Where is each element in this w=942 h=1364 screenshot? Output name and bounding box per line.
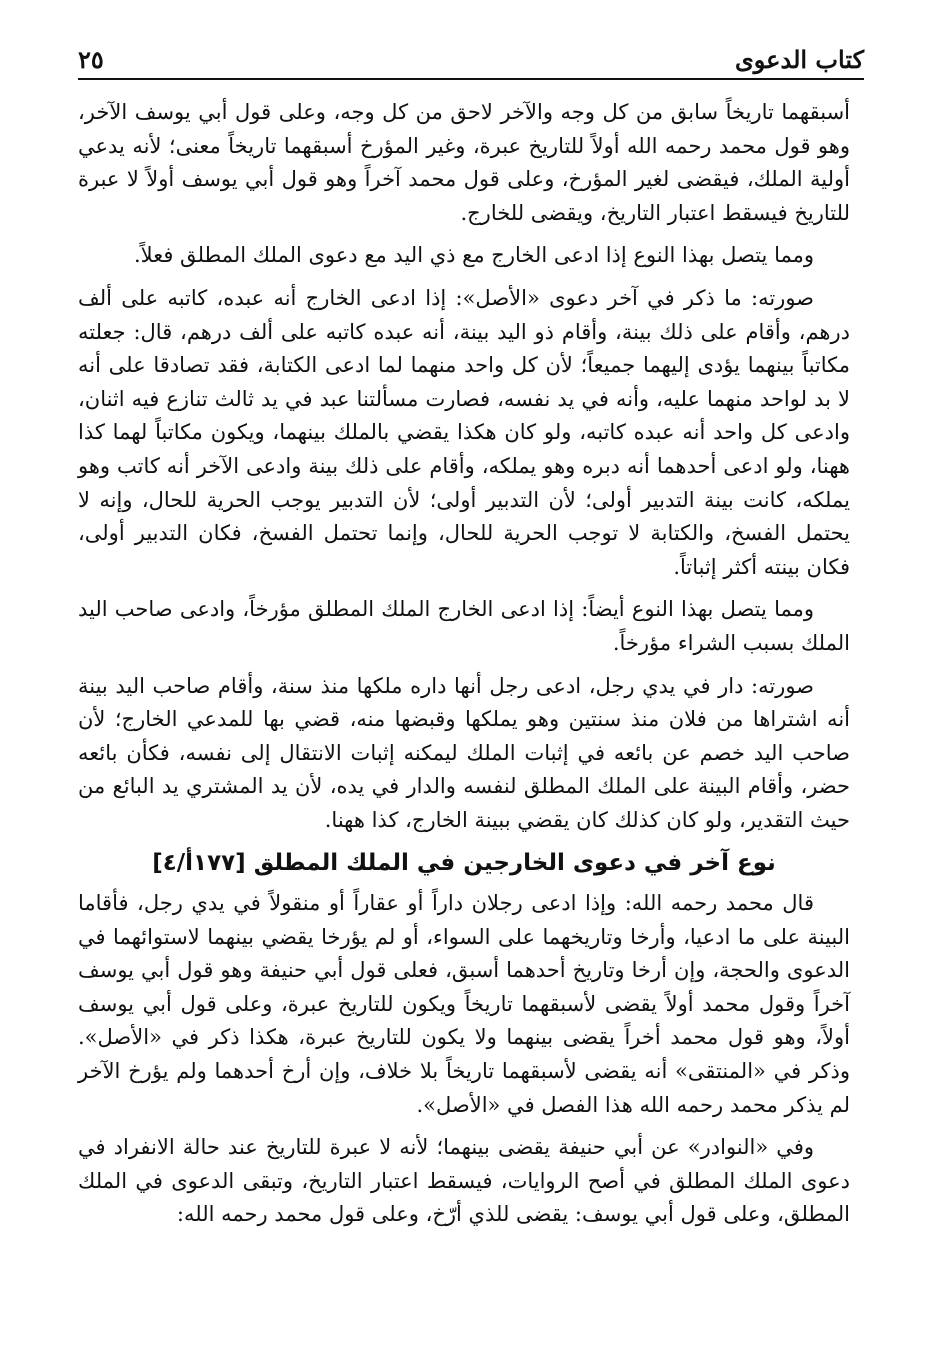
paragraph: أسبقهما تاريخاً سابق من كل وجه والآخر لاحق من كل وجه، وعلى قول أبي يوسف الآخر، وهو قول محمد رحمه الله أولاً للتاريخ عبرة، وغير المؤرخ أسبقهما تاريخاً معنى؛ لأنه يدعي أولية الملك، فيقضى لغير المؤرخ، وعلى قول محمد آخراً وهو قول أبي يوسف أولاً لا عبرة للتاريخ فيسقط اعتبار التاريخ، ويقضى للخارج. — [78, 100, 850, 225]
paragraph: صورته: دار في يدي رجل، ادعى رجل أنها داره ملكها منذ سنة، وأقام صاحب اليد بينة أنه اشتراها من فلان منذ سنتين وهو يملكها وقبضها منه، قضي بها للمدعي الخارج؛ لأن صاحب اليد خصم عن بائعه في إثبات الملك ليمكنه إثبات الانتقال إلى نفسه، فكأن بائعه حضر، وأقام البينة على الملك المطلق لنفسه والدار في يده، لأن يد المشتري يد البائع من حيث التقدير، ولو كان كذلك كان يقضي ببينة الخارج، كذا ههنا. — [78, 673, 850, 832]
paragraph: قال محمد رحمه الله: وإذا ادعى رجلان داراً أو عقاراً أو منقولاً في يدي رجل، فأقاما البينة على ما ادعيا، وأرخا وتاريخهما على السواء، أو لم يؤرخا يقضي بينهما لاستوائهما في الدعوى والحجة، وإن أرخا وتاريخ أحدهما أسبق، فعلى قول أبي حنيفة وهو قول أبي يوسف آخراً وقول محمد أولاً يقضى لأسبقهما تاريخاً ويكون للتاريخ عبرة، وعلى قول أبي يوسف أولاً، وهو قول محمد أخراً يقضى بينهما ولا يكون للتاريخ عبرة، هكذا ذكر في «الأصل». وذكر في «المنتقى» أنه يقضى لأسبقهما تاريخاً بلا خلاف، وإن أرخ أحدهما ولم يؤرخ الآخر لم يذكر محمد رحمه الله هذا الفصل في «الأصل». — [78, 891, 850, 1117]
page-number: ٢٥ — [78, 45, 104, 74]
paragraph: ومما يتصل بهذا النوع إذا ادعى الخارج مع ذي اليد مع دعوى الملك المطلق فعلاً. — [134, 243, 814, 268]
paragraph: صورته: ما ذكر في آخر دعوى «الأصل»: إذا ادعى الخارج أنه عبده، كاتبه على ألف درهم، وأقام على ذلك بينة، وأقام ذو اليد بينة، أنه عبده كاتبه على ألف درهم، قال: جعلته مكاتباً بينهما يؤدى إليهما جميعاً؛ لأن كل واحد منهما لما ادعى الكتابة، فقد تصادقا على أنه لا بد لواحد منهما عليه، وأنه في يد نفسه، فصارت مسألتنا عبد في يد ثالث تنازع فيه اثنان، وادعى كل واحد أنه عبده كاتبه، ولو كان هكذا يقضي بالملك بينهما، ويكون مكاتباً لهما كذا ههنا، ولو ادعى أحدهما أنه دبره وهو يملكه، وأقام على ذلك بينة وادعى الآخر أنه كاتب وهو يملكه، كانت بينة التدبير أولى؛ لأن التدبير أولى؛ لأن التدبير يوجب الحرية للحال، وإنه لا يحتمل الفسخ، والكتابة لا توجب الحرية للحال، وإنما تحتمل الفسخ، فكان التدبير أولى، فكان بينته أكثر إثباتاً. — [78, 285, 850, 579]
page-body — [78, 96, 850, 1241]
page-header — [78, 38, 864, 80]
section-heading: نوع آخر في دعوى الخارجين في الملك المطلق [١٧٧أ/٤] — [152, 850, 776, 877]
paragraph: وفي «النوادر» عن أبي حنيفة يقضى بينهما؛ لأنه لا عبرة للتاريخ عند حالة الانفراد في دعوى الملك المطلق في أصح الروايات، فيسقط اعتبار التاريخ، وتبقى الدعوى في الملك المطلق، وعلى قول أبي يوسف: يقضى للذي أرّخ، وعلى قول محمد رحمه الله: — [78, 1135, 850, 1227]
paragraph: ومما يتصل بهذا النوع أيضاً: إذا ادعى الخارج الملك المطلق مؤرخاً، وادعى صاحب اليد الملك بسبب الشراء مؤرخاً. — [78, 597, 850, 655]
running-title: كتاب الدعوى — [734, 45, 864, 74]
